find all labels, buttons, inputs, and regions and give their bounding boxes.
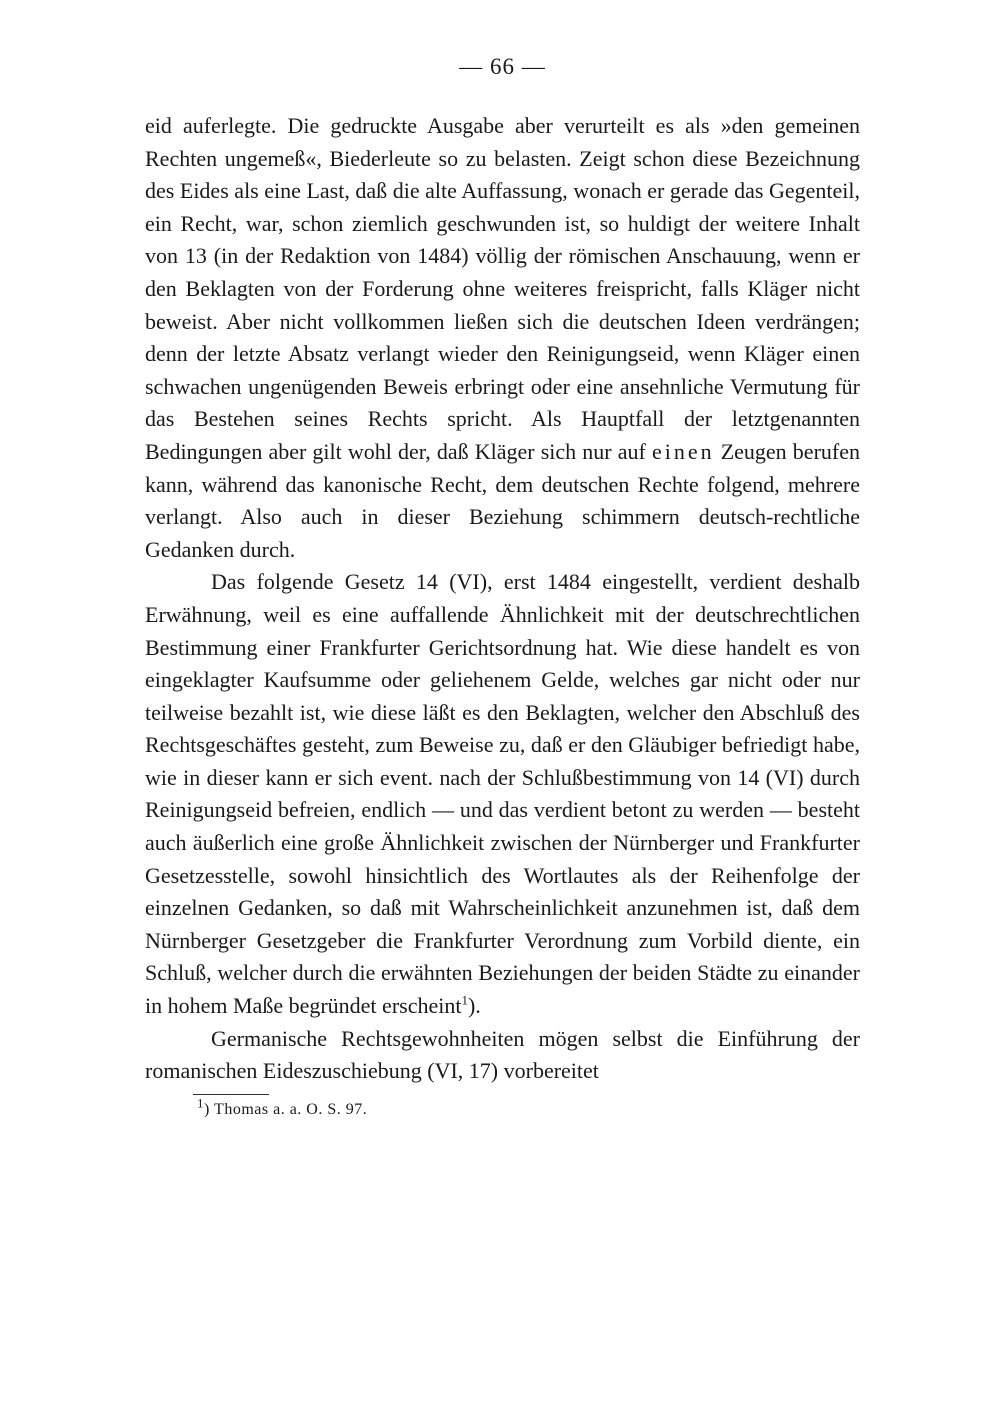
paragraph-3 [145,1023,860,1088]
paragraph-2-text-a: Das folgende Gesetz 14 (VI), erst 1484 eingestellt, verdient deshalb Erwähnung, weil es eine auffallende Ähnlichkeit mit der deutschrechtlichen Bestimmung einer Frankfurter Gerichtsordnung hat. Wie diese handelt es von eingeklagter Kaufsumme oder geliehenem Gelde, welches gar nicht oder nur teilweise bezahlt ist, wie diese läßt es den Beklagten, welcher den Abschluß des Rechtsgeschäftes gesteht, zum Beweise zu, daß er den Gläubiger befriedigt habe, wie in dieser kann er sich event. nach der Schlußbestimmung von 14 (VI) durch Reinigungseid befreien, endlich — und das verdient betont zu werden — besteht auch äußerlich eine große Ähnlichkeit zwischen der Nürnberger und Frankfurter Gesetzesstelle, sowohl hinsichtlich des Wortlautes als der Reihenfolge der einzelnen Gedanken, so daß mit Wahrscheinlichkeit anzunehmen ist, daß dem Nürnberger Gesetzgeber die Frankfurter Verordnung zum Vorbild diente, ein Schluß, welcher durch die erwähnten Beziehungen der beiden Städte zu einander in hohem Maße begründet erscheint [145,569,860,1019]
footnote-mark: 1 [197,1095,204,1111]
paragraph-1 [145,110,860,566]
footnote-divider [193,1094,269,1095]
paragraph-2 [145,566,860,1022]
emphasized-word: einen [651,438,715,464]
paragraph-2-text-b: ). [467,993,481,1019]
footnote-reference: 1 [461,992,468,1008]
paragraph-1-text-a: eid auferlegte. Die gedruckte Ausgabe aber verurteilt es als »den gemeinen Rechten ungemeß«, Biederleute so zu belasten. Zeigt schon diese Bezeichnung des Eides als eine Last, daß die alte Auffassung, wonach er gerade das Gegenteil, ein Recht, war, schon ziemlich geschwunden ist, so huldigt der weitere Inhalt von 13 (in der Redaktion von 1484) völlig der römischen Anschauung, wenn er den Beklagten von der Forderung ohne weiteres freispricht, falls Kläger nicht beweist. Aber nicht vollkommen ließen sich die deutschen Ideen verdrängen; denn der letzte Absatz verlangt wieder den Reinigungseid, wenn Kläger einen schwachen ungenügenden Beweis erbringt oder eine ansehnliche Vermutung für das Bestehen seines Rechts spricht. Als Hauptfall der letztgenannten Bedingungen aber gilt wohl der, daß Kläger sich nur auf [145,113,860,464]
page-number: — 66 — [459,54,546,79]
paragraph-1-text-b: Zeugen berufen kann, während das kanonische Recht, dem deutschen Rechte folgend, mehrere verlangt. Also auch in dieser Beziehung schimmern deutsch-rechtliche Gedanken durch. [145,438,860,562]
paragraph-3-text: Germanische Rechtsgewohnheiten mögen selbst die Einführung der romanischen Eideszuschiebung (VI, 17) vorbereitet [145,1025,860,1084]
footnote [197,1095,860,1121]
page [145,50,860,1121]
footnote-text: ) Thomas a. a. O. S. 97. [204,1100,368,1118]
